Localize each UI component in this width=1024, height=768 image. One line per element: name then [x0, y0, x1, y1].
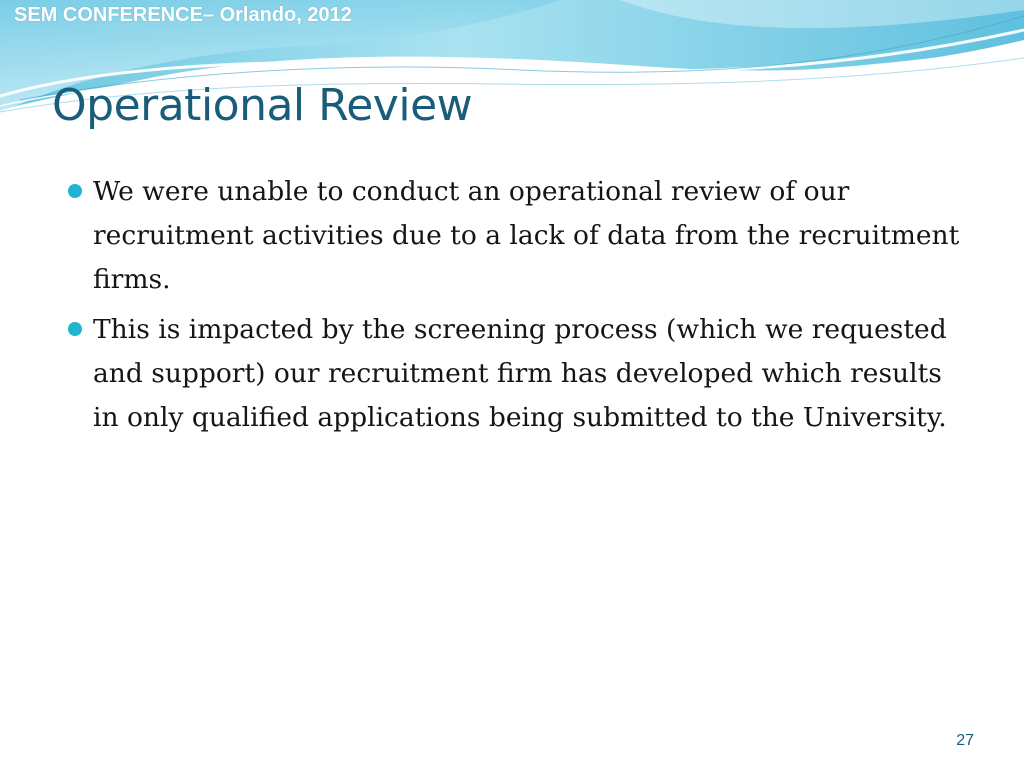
bullet-text: This is impacted by the screening process (which we requested and support) our recruitment firm has developed which results in only qualified applications being submitted to the University.	[93, 314, 947, 433]
bullet-dot-icon	[68, 184, 82, 198]
bullet-list	[66, 170, 966, 446]
bullet-dot-icon	[68, 322, 82, 336]
conference-label: SEM CONFERENCE– Orlando, 2012	[14, 4, 352, 26]
bullet-text: We were unable to conduct an operational review of our recruitment activities due to a lack of data from the recruitment firms.	[93, 176, 960, 295]
slide-title: Operational Review	[52, 80, 473, 131]
bullet-item	[66, 170, 966, 302]
page-number: 27	[956, 732, 974, 749]
bullet-item	[66, 308, 966, 440]
